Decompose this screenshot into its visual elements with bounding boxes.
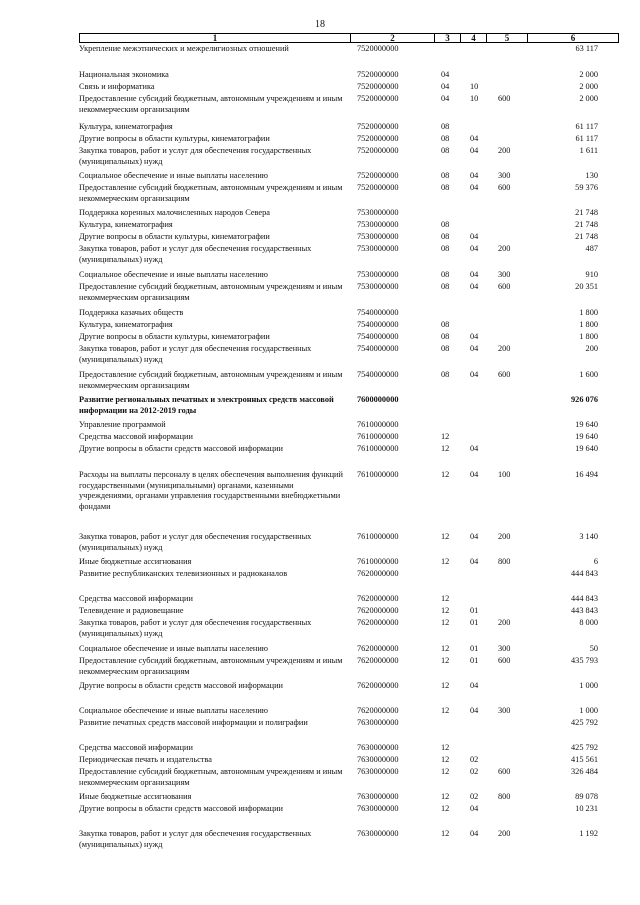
row-section: 12 xyxy=(441,804,450,813)
row-code: 7620000000 xyxy=(357,644,399,653)
row-name: Предоставление субсидий бюджетным, автономным учреждениям и иным некоммерческим организациям xyxy=(79,94,343,114)
row-subsection: 04 xyxy=(470,370,479,379)
row-name: Другие вопросы в области средств массовой информации xyxy=(79,804,283,813)
row-section: 12 xyxy=(441,557,450,566)
row-name: Управление программой xyxy=(79,420,166,429)
row-code: 7630000000 xyxy=(357,767,399,776)
row-subsection: 04 xyxy=(470,134,479,143)
row-amount: 8 000 xyxy=(579,618,598,627)
row-section: 04 xyxy=(441,70,450,79)
row-expense-type: 300 xyxy=(498,171,511,180)
row-code: 7520000000 xyxy=(357,44,399,53)
row-name: Другие вопросы в области средств массовой информации xyxy=(79,681,283,690)
row-name: Средства массовой информации xyxy=(79,743,193,752)
row-name: Иные бюджетные ассигнования xyxy=(79,557,192,566)
row-section: 12 xyxy=(441,618,450,627)
row-subsection: 01 xyxy=(470,606,479,615)
row-code: 7610000000 xyxy=(357,432,399,441)
row-amount: 50 xyxy=(589,644,598,653)
row-name: Социальное обеспечение и иные выплаты населению xyxy=(79,644,268,653)
row-name: Социальное обеспечение и иные выплаты населению xyxy=(79,171,268,180)
row-subsection: 04 xyxy=(470,470,479,479)
row-code: 7520000000 xyxy=(357,122,399,131)
row-subsection: 04 xyxy=(470,804,479,813)
row-amount: 200 xyxy=(585,344,598,353)
row-code: 7620000000 xyxy=(357,681,399,690)
row-section: 08 xyxy=(441,332,450,341)
row-expense-type: 100 xyxy=(498,470,511,479)
row-amount: 59 376 xyxy=(575,183,598,192)
header-col-1: 1 xyxy=(212,33,218,43)
row-section: 12 xyxy=(441,743,450,752)
row-section: 12 xyxy=(441,470,450,479)
row-amount: 3 140 xyxy=(579,532,598,541)
row-section: 12 xyxy=(441,644,450,653)
row-amount: 1 192 xyxy=(579,829,598,838)
row-section: 08 xyxy=(441,220,450,229)
row-code: 7520000000 xyxy=(357,82,399,91)
row-subsection: 04 xyxy=(470,706,479,715)
row-code: 7630000000 xyxy=(357,792,399,801)
row-code: 7620000000 xyxy=(357,569,399,578)
row-name: Культура, кинематография xyxy=(79,320,173,329)
row-name: Расходы на выплаты персоналу в целях обеспечения выполнения функций государственными (муниципальными) органами, казенными учреждениями, органами управления государственными внебюджетными фондами xyxy=(79,470,343,511)
row-subsection: 04 xyxy=(470,244,479,253)
row-name: Культура, кинематография xyxy=(79,220,173,229)
row-expense-type: 600 xyxy=(498,370,511,379)
row-name: Предоставление субсидий бюджетным, автономным учреждениям и иным некоммерческим организациям xyxy=(79,767,343,787)
row-section: 12 xyxy=(441,681,450,690)
row-code: 7530000000 xyxy=(357,270,399,279)
row-code: 7630000000 xyxy=(357,718,399,727)
row-amount: 21 748 xyxy=(575,220,598,229)
row-expense-type: 300 xyxy=(498,644,511,653)
row-name: Поддержка коренных малочисленных народов Севера xyxy=(79,208,270,217)
row-amount: 910 xyxy=(585,270,598,279)
row-section: 08 xyxy=(441,344,450,353)
row-expense-type: 300 xyxy=(498,706,511,715)
row-amount: 1 600 xyxy=(579,370,598,379)
row-subsection: 04 xyxy=(470,681,479,690)
row-subsection: 04 xyxy=(470,270,479,279)
row-amount: 415 561 xyxy=(571,755,598,764)
row-section: 08 xyxy=(441,282,450,291)
row-section: 08 xyxy=(441,244,450,253)
row-amount: 1 000 xyxy=(579,706,598,715)
row-section: 12 xyxy=(441,656,450,665)
row-expense-type: 800 xyxy=(498,792,511,801)
row-section: 12 xyxy=(441,606,450,615)
row-section: 04 xyxy=(441,82,450,91)
row-section: 12 xyxy=(441,829,450,838)
row-amount: 19 640 xyxy=(575,444,598,453)
row-name: Предоставление субсидий бюджетным, автономным учреждениям и иным некоммерческим организациям xyxy=(79,656,343,676)
row-subsection: 02 xyxy=(470,792,479,801)
row-name: Предоставление субсидий бюджетным, автономным учреждениям и иным некоммерческим организациям xyxy=(79,282,343,302)
row-name: Предоставление субсидий бюджетным, автономным учреждениям и иным некоммерческим организациям xyxy=(79,370,343,390)
row-subsection: 04 xyxy=(470,829,479,838)
row-name: Закупка товаров, работ и услуг для обеспечения государственных (муниципальных) нужд xyxy=(79,618,312,638)
row-section: 08 xyxy=(441,122,450,131)
row-code: 7530000000 xyxy=(357,282,399,291)
row-amount: 2 000 xyxy=(579,70,598,79)
row-subsection: 04 xyxy=(470,232,479,241)
row-name: Другие вопросы в области культуры, кинематографии xyxy=(79,332,270,341)
row-expense-type: 600 xyxy=(498,94,511,103)
row-expense-type: 200 xyxy=(498,146,511,155)
row-code: 7630000000 xyxy=(357,743,399,752)
row-subsection: 04 xyxy=(470,344,479,353)
row-amount: 2 000 xyxy=(579,94,598,103)
row-amount: 21 748 xyxy=(575,208,598,217)
row-expense-type: 200 xyxy=(498,244,511,253)
row-subsection: 02 xyxy=(470,767,479,776)
row-amount: 61 117 xyxy=(575,122,598,131)
row-code: 7610000000 xyxy=(357,532,399,541)
row-name: Национальная экономика xyxy=(79,70,169,79)
row-subsection: 01 xyxy=(470,618,479,627)
row-expense-type: 300 xyxy=(498,270,511,279)
row-amount: 1 000 xyxy=(579,681,598,690)
row-expense-type: 600 xyxy=(498,183,511,192)
row-section: 08 xyxy=(441,146,450,155)
row-code: 7630000000 xyxy=(357,829,399,838)
row-expense-type: 200 xyxy=(498,344,511,353)
row-code: 7620000000 xyxy=(357,606,399,615)
row-section: 04 xyxy=(441,94,450,103)
row-amount: 444 843 xyxy=(571,569,598,578)
row-expense-type: 200 xyxy=(498,618,511,627)
row-subsection: 10 xyxy=(470,94,479,103)
row-code: 7540000000 xyxy=(357,320,399,329)
header-col-6: 6 xyxy=(570,33,576,43)
row-name: Поддержка казачьих обществ xyxy=(79,308,184,317)
row-code: 7610000000 xyxy=(357,444,399,453)
row-amount: 443 843 xyxy=(571,606,598,615)
row-code: 7520000000 xyxy=(357,94,399,103)
row-amount: 425 792 xyxy=(571,718,598,727)
row-expense-type: 600 xyxy=(498,282,511,291)
row-section: 12 xyxy=(441,792,450,801)
row-code: 7540000000 xyxy=(357,344,399,353)
row-name: Средства массовой информации xyxy=(79,594,193,603)
row-amount: 130 xyxy=(585,171,598,180)
row-code: 7520000000 xyxy=(357,70,399,79)
row-code: 7540000000 xyxy=(357,370,399,379)
row-section: 08 xyxy=(441,320,450,329)
header-col-5: 5 xyxy=(504,33,510,43)
row-name: Другие вопросы в области средств массовой информации xyxy=(79,444,283,453)
row-section: 12 xyxy=(441,432,450,441)
row-code: 7610000000 xyxy=(357,420,399,429)
row-amount: 2 000 xyxy=(579,82,598,91)
row-amount: 21 748 xyxy=(575,232,598,241)
row-section: 08 xyxy=(441,183,450,192)
row-name: Социальное обеспечение и иные выплаты населению xyxy=(79,270,268,279)
page-number: 18 xyxy=(315,19,325,30)
row-code: 7520000000 xyxy=(357,183,399,192)
row-section: 08 xyxy=(441,232,450,241)
row-section: 12 xyxy=(441,706,450,715)
row-name: Периодическая печать и издательства xyxy=(79,755,212,764)
row-name: Телевидение и радиовещание xyxy=(79,606,184,615)
row-section: 12 xyxy=(441,594,450,603)
row-code: 7520000000 xyxy=(357,146,399,155)
row-code: 7620000000 xyxy=(357,618,399,627)
row-name: Закупка товаров, работ и услуг для обеспечения государственных (муниципальных) нужд xyxy=(79,146,312,166)
row-subsection: 02 xyxy=(470,755,479,764)
row-name: Закупка товаров, работ и услуг для обеспечения государственных (муниципальных) нужд xyxy=(79,829,312,849)
row-code: 7610000000 xyxy=(357,470,399,479)
header-col-4: 4 xyxy=(471,33,476,43)
row-name: Социальное обеспечение и иные выплаты населению xyxy=(79,706,268,715)
row-amount: 1 611 xyxy=(579,146,598,155)
row-section: 08 xyxy=(441,370,450,379)
row-section: 12 xyxy=(441,444,450,453)
row-name: Другие вопросы в области культуры, кинематографии xyxy=(79,134,270,143)
row-amount: 425 792 xyxy=(571,743,598,752)
row-amount: 19 640 xyxy=(575,420,598,429)
row-subsection: 04 xyxy=(470,332,479,341)
row-subsection: 04 xyxy=(470,146,479,155)
row-amount: 89 078 xyxy=(575,792,598,801)
row-subsection: 01 xyxy=(470,644,479,653)
row-code: 7530000000 xyxy=(357,220,399,229)
row-expense-type: 600 xyxy=(498,656,511,665)
row-name: Закупка товаров, работ и услуг для обеспечения государственных (муниципальных) нужд xyxy=(79,532,312,552)
row-subsection: 04 xyxy=(470,183,479,192)
row-name: Предоставление субсидий бюджетным, автономным учреждениям и иным некоммерческим организациям xyxy=(79,183,343,203)
row-code: 7620000000 xyxy=(357,656,399,665)
row-section: 12 xyxy=(441,755,450,764)
row-code: 7540000000 xyxy=(357,308,399,317)
row-amount: 1 800 xyxy=(579,308,598,317)
row-amount: 1 800 xyxy=(579,320,598,329)
row-amount: 326 484 xyxy=(571,767,598,776)
row-code: 7540000000 xyxy=(357,332,399,341)
row-amount: 16 494 xyxy=(575,470,598,479)
row-name: Закупка товаров, работ и услуг для обеспечения государственных (муниципальных) нужд xyxy=(79,244,312,264)
row-name: Укрепление межэтнических и межрелигиозных отношений xyxy=(79,44,289,53)
row-name: Развитие республиканских телевизионных и радиоканалов xyxy=(79,569,288,578)
row-amount: 487 xyxy=(585,244,598,253)
row-expense-type: 600 xyxy=(498,767,511,776)
row-section: 08 xyxy=(441,134,450,143)
row-name: Закупка товаров, работ и услуг для обеспечения государственных (муниципальных) нужд xyxy=(79,344,312,364)
row-name: Другие вопросы в области культуры, кинематографии xyxy=(79,232,270,241)
row-amount: 19 640 xyxy=(575,432,598,441)
row-subsection: 01 xyxy=(470,656,479,665)
row-section: 12 xyxy=(441,767,450,776)
row-code: 7610000000 xyxy=(357,557,399,566)
row-subsection: 04 xyxy=(470,557,479,566)
row-expense-type: 800 xyxy=(498,557,511,566)
row-code: 7530000000 xyxy=(357,208,399,217)
row-expense-type: 200 xyxy=(498,532,511,541)
row-code: 7600000000 xyxy=(357,395,399,404)
row-section: 12 xyxy=(441,532,450,541)
row-amount: 1 800 xyxy=(579,332,598,341)
row-amount: 61 117 xyxy=(575,134,598,143)
row-code: 7530000000 xyxy=(357,244,399,253)
row-code: 7520000000 xyxy=(357,171,399,180)
row-name: Развитие печатных средств массовой информации и полиграфии xyxy=(79,718,308,727)
row-amount: 926 076 xyxy=(571,395,598,404)
row-section: 08 xyxy=(441,270,450,279)
row-amount: 6 xyxy=(593,557,598,566)
row-code: 7630000000 xyxy=(357,804,399,813)
row-expense-type: 200 xyxy=(498,829,511,838)
row-code: 7620000000 xyxy=(357,706,399,715)
header-col-2: 2 xyxy=(390,33,395,43)
row-name: Развитие региональных печатных и электронных средств массовой информации на 2012-2019 годы xyxy=(79,395,334,415)
row-subsection: 04 xyxy=(470,444,479,453)
row-name: Культура, кинематография xyxy=(79,122,173,131)
row-code: 7630000000 xyxy=(357,755,399,764)
row-section: 08 xyxy=(441,171,450,180)
row-code: 7530000000 xyxy=(357,232,399,241)
row-amount: 444 843 xyxy=(571,594,598,603)
row-subsection: 10 xyxy=(470,82,479,91)
row-amount: 435 793 xyxy=(571,656,598,665)
row-amount: 20 351 xyxy=(575,282,598,291)
row-amount: 10 231 xyxy=(575,804,598,813)
header-col-3: 3 xyxy=(445,33,450,43)
row-name: Средства массовой информации xyxy=(79,432,193,441)
row-code: 7620000000 xyxy=(357,594,399,603)
row-subsection: 04 xyxy=(470,171,479,180)
row-subsection: 04 xyxy=(470,282,479,291)
row-subsection: 04 xyxy=(470,532,479,541)
row-name: Связь и информатика xyxy=(79,82,155,91)
row-name: Иные бюджетные ассигнования xyxy=(79,792,192,801)
row-code: 7520000000 xyxy=(357,134,399,143)
row-amount: 63 117 xyxy=(575,44,598,53)
